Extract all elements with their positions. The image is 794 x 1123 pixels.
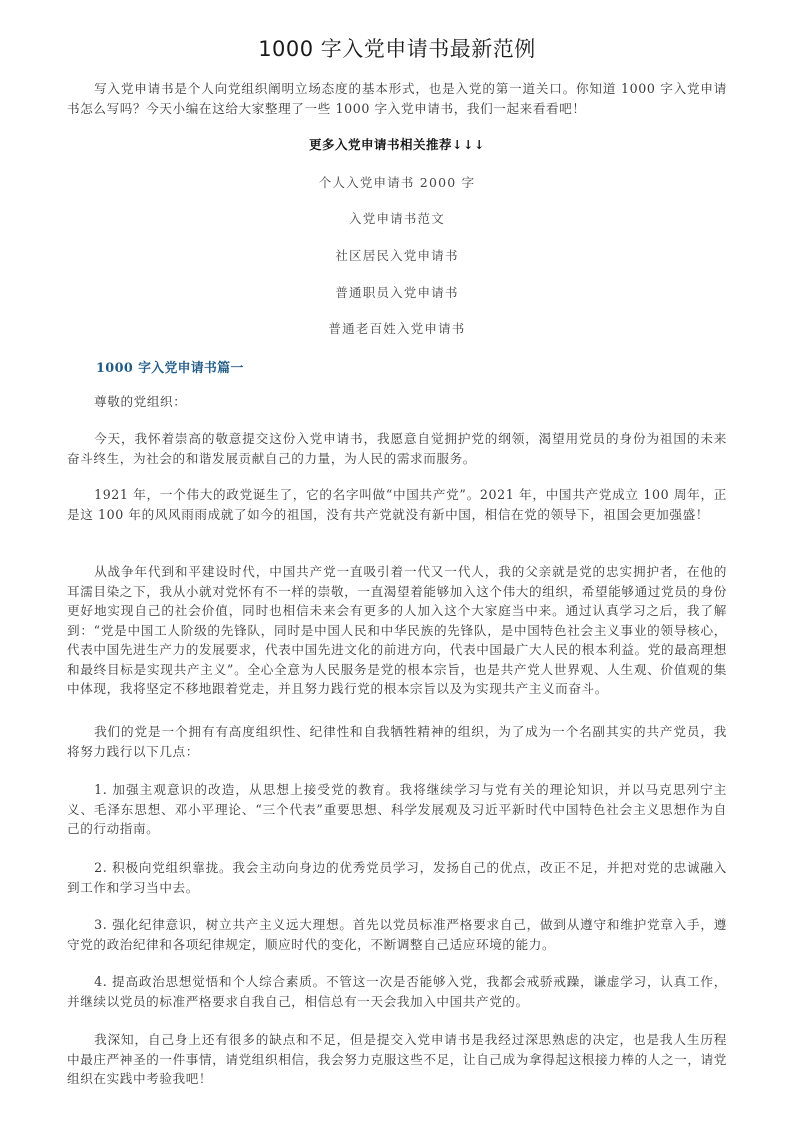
list-item-block [67,780,727,839]
section-heading: 1000 字入党申请书篇一 [96,361,244,376]
list-item: 1. 加强主观意识的改造，从思想上接受党的教育。我将继续学习与党有关的理论知识，并以马克思列宁主义、毛泽东思想、邓小平理论、“三个代表”重要思想、科学发展观及习近平新时代中国特色社会主义思想作为自己的行动指南。 [67,782,727,836]
recommend-link[interactable]: 社区居民入党申请书 [335,248,459,263]
salutation: 尊敬的党组织： [94,394,187,409]
body-paragraph: 1921 年，一个伟大的政党诞生了，它的名字叫做“中国共产党”。2021 年，中国共产党成立 100 周年，正是这 100 年的风风雨雨成就了如今的祖国，没有共产党就没有新中国，相信在党的领导下，祖国会更加强盛！ [67,487,727,522]
list-item-block [67,858,727,897]
body-paragraph: 我们的党是一个拥有有高度组织性、纪律性和自我牺牲精神的组织，为了成为一个名副其实的共产党员，我将努力践行以下几点： [67,724,727,759]
closing-paragraph: 我深知，自己身上还有很多的缺点和不足，但是提交入党申请书是我经过深思熟虑的决定，也是我人生历程中最庄严神圣的一件事情，请党组织相信，我会努力克服这些不足，让自己成为拿得起这根接力棒的人之一，请党组织在实践中考验我吧！ [67,1032,727,1086]
body-paragraph: 从战争年代到和平建设时代，中国共产党一直吸引着一代又一代人，我的父亲就是党的忠实拥护者，在他的耳濡目染之下，我从小就对党怀有不一样的崇敬，一直渴望着能够加入这个伟大的组织，希望能够通过党员的身份更好地实现自己的社会价值，同时也相信未来会有更多的人加入这个大家庭当中来。通过认真学习之后，我了解到：“党是中国工人阶级的先锋队，同时是中国人民和中华民族的先锋队，是中国特色社会主义事业的领导核心，代表中国先进生产力的发展要求，代表中国先进文化的前进方向，代表中国最广大人民的根本利益。党的最高理想和最终目标是实现共产主义”。全心全意为人民服务是党的根本宗旨，也是共产党人世界观、人生观、价值观的集中体现，我将坚定不移地跟着党走，并且努力践行党的根本宗旨以及为实现共产主义而奋斗。 [67,564,727,696]
list-item-block [67,915,727,954]
recommend-link[interactable]: 个人入党申请书 2000 字 [318,175,476,190]
intro-paragraph: 写入党申请书是个人向党组织阐明立场态度的基本形式，也是入党的第一道关口。你知道 1000 字入党申请书怎么写吗？今天小编在这给大家整理了一些 1000 字入党申请书，我们一起来看看吧！ [67,81,727,116]
body-paragraph-block [67,485,727,524]
body-paragraph-block [67,722,727,761]
salutation-block [67,392,727,412]
list-item: 4. 提高政治思想觉悟和个人综合素质。不管这一次是否能够入党，我都会戒骄戒躁，谦虚学习，认真工作，并继续以党员的标准严格要求自我自己，相信总有一天会我加入中国共产党的。 [67,974,727,1009]
recommend-title: 更多入党申请书相关推荐↓↓↓ [309,137,485,152]
list-item: 2. 积极向党组织靠拢。我会主动向身边的优秀党员学习，发扬自己的优点，改正不足，并把对党的忠诚融入到工作和学习当中去。 [67,860,727,895]
intro-block [67,79,727,118]
list-item: 3. 强化纪律意识，树立共产主义远大理想。首先以党员标准严格要求自己，做到从遵守和维护党章入手，遵守党的政治纪律和各项纪律规定，顺应时代的变化，不断调整自己适应环境的能力。 [67,917,727,952]
page-title: 1000 字入党申请书最新范例 [258,37,536,61]
recommend-link[interactable]: 普通老百姓入党申请书 [328,321,466,336]
list-item-block [67,972,727,1011]
recommend-link[interactable]: 入党申请书范文 [349,211,445,226]
body-paragraph: 今天，我怀着崇高的敬意提交这份入党申请书，我愿意自觉拥护党的纲领，渴望用党员的身份为祖国的未来奋斗终生，为社会的和谐发展贡献自己的力量，为人民的需求而服务。 [67,431,727,466]
closing-paragraph-block [67,1030,727,1089]
body-paragraph-block [67,429,727,468]
recommend-link[interactable]: 普通职员入党申请书 [335,285,459,300]
body-paragraph-block [67,562,727,699]
